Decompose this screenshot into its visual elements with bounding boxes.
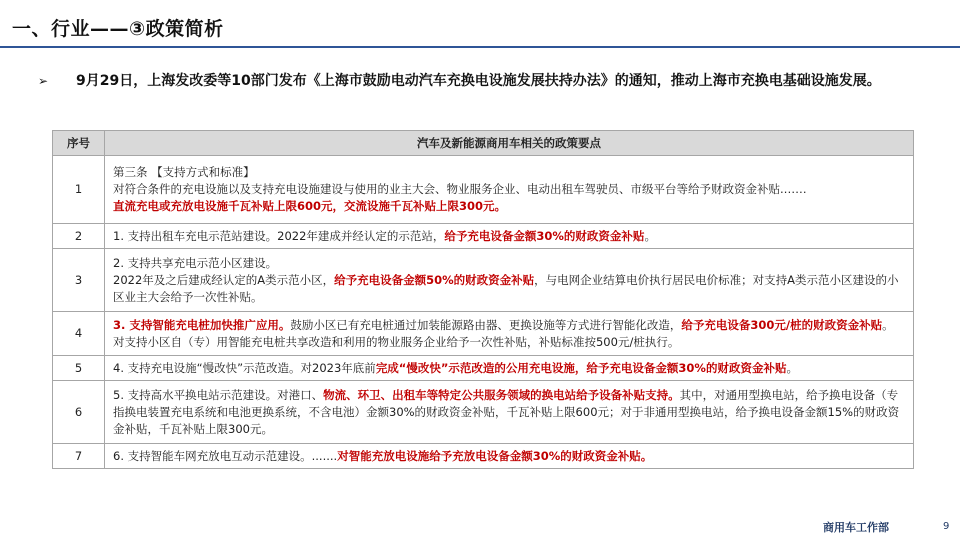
row-text: 。 — [786, 360, 798, 375]
table-row — [53, 312, 914, 356]
highlight-text: 给予充电设备金额30%的财政资金补贴 — [444, 228, 645, 243]
table-row — [53, 156, 914, 224]
row-text: ，与电网企业结算电价执行居民电价标准；对支持A类示范小区建设的小区业主大会给予一次性补贴。 — [113, 272, 899, 304]
highlight-text: 对智能充放电设施给予充放电设备金额30%的财政资金补贴。 — [337, 448, 653, 463]
table-row — [53, 444, 914, 469]
row-text: 。对支持小区自（专）用智能充电桩共享改造和利用的物业服务企业给予一次性补贴，补贴标准按500元/桩执行。 — [113, 317, 894, 349]
row-text: 2022年及之后建成经认定的A类示范小区， — [113, 272, 335, 287]
intro-text: 9月29日，上海发改委等10部门发布《上海市鼓励电动汽车充换电设施发展扶持办法》的通知，推动上海市充换电基础设施发展。 — [76, 73, 881, 89]
row-number: 2 — [53, 224, 105, 249]
row-number: 6 — [53, 381, 105, 444]
highlight-text: 物流、环卫、出租车等特定公共服务领域的换电站给予设备补贴支持。 — [323, 387, 680, 402]
row-text: 其中，对通用型换电站，给予换电设备（专指换电装置充电系统和电池更换系统，不含电池）金额30%的财政资金补贴，千瓦补贴上限600元；对于非通用型换电站，给予换电设备金额15%的财政资金补贴，千瓦补贴上限300元。 — [113, 387, 900, 436]
title-divider — [0, 46, 960, 48]
row-text: 6. 支持智能车网充放电互动示范建设。....... — [113, 448, 338, 463]
row-text: 鼓励小区已有充电桩通过加装能源路由器、更换设施等方式进行智能化改造， — [290, 317, 682, 332]
row-text: 5. 支持高水平换电站示范建设。对港口、 — [113, 387, 324, 402]
table-header-row — [53, 131, 914, 156]
row-content — [105, 249, 914, 312]
row-number: 1 — [53, 156, 105, 224]
page-number: 9 — [943, 521, 950, 532]
row-text: 1. 支持出租车充电示范站建设。2022年建成并经认定的示范站， — [113, 228, 445, 243]
highlight-text: 给予充电设备金额50%的财政资金补贴 — [334, 272, 535, 287]
row-number: 5 — [53, 356, 105, 381]
arrow-bullet-icon: ➢ — [38, 74, 49, 88]
highlight-text: 直流充电或充放电设施千瓦补贴上限600元，交流设施千瓦补贴上限300元。 — [113, 199, 507, 213]
highlight-text: 给予充电设备300元/桩的财政资金补贴 — [681, 317, 883, 332]
row-content — [105, 356, 914, 381]
header-num: 序号 — [53, 131, 105, 156]
row-content — [105, 224, 914, 249]
header-content: 汽车及新能源商用车相关的政策要点 — [105, 131, 914, 156]
row-number: 3 — [53, 249, 105, 312]
slide-title: 一、行业——③政策简析 — [12, 18, 224, 40]
table-row — [53, 249, 914, 312]
row-content — [105, 156, 914, 224]
row-content — [105, 444, 914, 469]
row-line: 2. 支持共享充电示范小区建设。 — [113, 255, 278, 270]
intro-bullet — [38, 70, 918, 92]
highlight-text: 3. 支持智能充电桩加快推广应用。 — [113, 317, 291, 332]
row-line: 第三条 【支持方式和标准】 — [113, 165, 255, 179]
table-row — [53, 356, 914, 381]
row-content — [105, 381, 914, 444]
table-row — [53, 381, 914, 444]
row-content — [105, 312, 914, 356]
row-number: 4 — [53, 312, 105, 356]
row-line: 对符合条件的充电设施以及支持充电设施建设与使用的业主大会、物业服务企业、电动出租车驾驶员、市级平台等给予财政资金补贴.…… — [113, 182, 807, 196]
highlight-text: 完成“慢改快”示范改造的公用充电设施，给予充电设备金额30%的财政资金补贴 — [375, 360, 787, 375]
row-number: 7 — [53, 444, 105, 469]
footer-department: 商用车工作部 — [823, 521, 889, 534]
policy-table — [52, 130, 914, 469]
table-row — [53, 224, 914, 249]
row-text: 4. 支持充电设施“慢改快”示范改造。对2023年底前 — [113, 360, 376, 375]
row-text: 。 — [644, 228, 656, 243]
